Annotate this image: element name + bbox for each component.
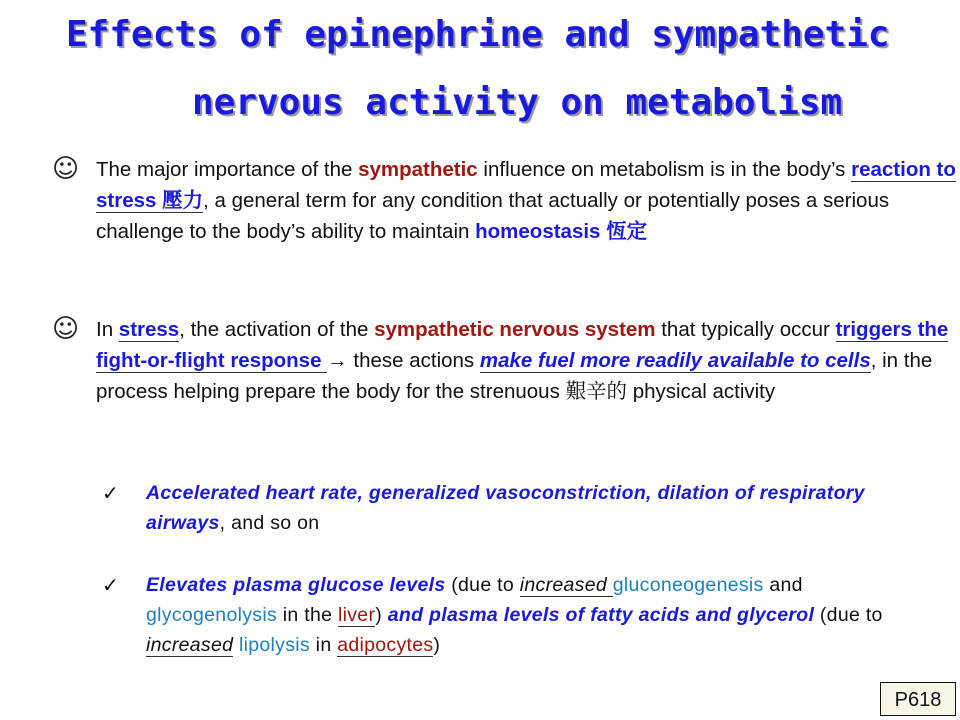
p2-text-5: , in the process helping prepare the body for the strenuous 艱辛的 physical activity bbox=[96, 349, 933, 403]
smiley-bullet-icon: ☺ bbox=[52, 314, 80, 344]
term-glycogenolysis: glycogenolysis bbox=[146, 604, 278, 626]
p2-text-2: , the activation of the bbox=[179, 318, 375, 341]
slide-title-line-2: nervous activity on metabolism bbox=[192, 82, 843, 123]
s2-italic-fatty-acids: and plasma levels of fatty acids and glycerol bbox=[387, 604, 815, 626]
term-gluconeogenesis: gluconeogenesis bbox=[612, 574, 764, 596]
slide-title-line-1: Effects of epinephrine and sympathetic bbox=[66, 14, 890, 55]
checkmark-icon: ✓ bbox=[102, 481, 119, 505]
term-make-fuel-available: make fuel more readily available to cells bbox=[479, 349, 871, 372]
term-sympathetic: sympathetic bbox=[358, 158, 478, 181]
p2-text-4: these actions bbox=[347, 349, 480, 372]
p1-text-2: influence on metabolism is in the body’s bbox=[477, 158, 852, 181]
arrow-right-icon: → bbox=[327, 349, 348, 372]
term-homeostasis: homeostasis 恆定 bbox=[475, 220, 648, 243]
s2-text-5: (due to bbox=[814, 604, 883, 626]
p2-text-1: In bbox=[96, 318, 119, 341]
paragraph-fight-or-flight bbox=[96, 314, 956, 407]
term-increased-2: increased bbox=[146, 634, 234, 656]
term-fight-or-flight: triggers the fight-or-flight response bbox=[96, 318, 949, 372]
subpoint-cardiovascular-effects bbox=[146, 478, 936, 538]
term-lipolysis: lipolysis bbox=[238, 634, 310, 656]
term-sympathetic-nervous-system: sympathetic nervous system bbox=[374, 318, 656, 341]
paragraph-stress-response bbox=[96, 154, 956, 247]
s2-text-8: ) bbox=[433, 634, 441, 656]
checkmark-icon: ✓ bbox=[102, 573, 119, 597]
term-adipocytes: adipocytes bbox=[337, 634, 434, 656]
term-reaction-to-stress: reaction to stress 壓力 bbox=[96, 158, 956, 212]
s2-text-7: in bbox=[309, 634, 338, 656]
s2-italic-glucose: Elevates plasma glucose levels bbox=[146, 574, 446, 596]
subpoint-metabolic-effects bbox=[146, 570, 936, 660]
s2-text-3: in the bbox=[277, 604, 338, 626]
s1-rest: , and so on bbox=[219, 512, 320, 534]
p1-text-1: The major importance of the bbox=[96, 158, 359, 181]
s2-text-1: (due to bbox=[445, 574, 520, 596]
p1-text-3: , a general term for any condition that actually or potentially poses a serious challenge to the body’s ability to maintain bbox=[96, 189, 890, 243]
term-stress: stress bbox=[118, 318, 180, 341]
page-reference-badge: P618 bbox=[880, 682, 956, 716]
s2-text-4: ) bbox=[375, 604, 388, 626]
s1-italic: Accelerated heart rate, generalized vasoconstriction, dilation of respiratory airways bbox=[146, 482, 865, 534]
smiley-bullet-icon: ☺ bbox=[52, 154, 80, 184]
p2-text-3: that typically occur bbox=[655, 318, 836, 341]
s2-text-2: and bbox=[763, 574, 803, 596]
term-increased-1: increased bbox=[519, 574, 613, 596]
term-liver: liver bbox=[337, 604, 376, 626]
